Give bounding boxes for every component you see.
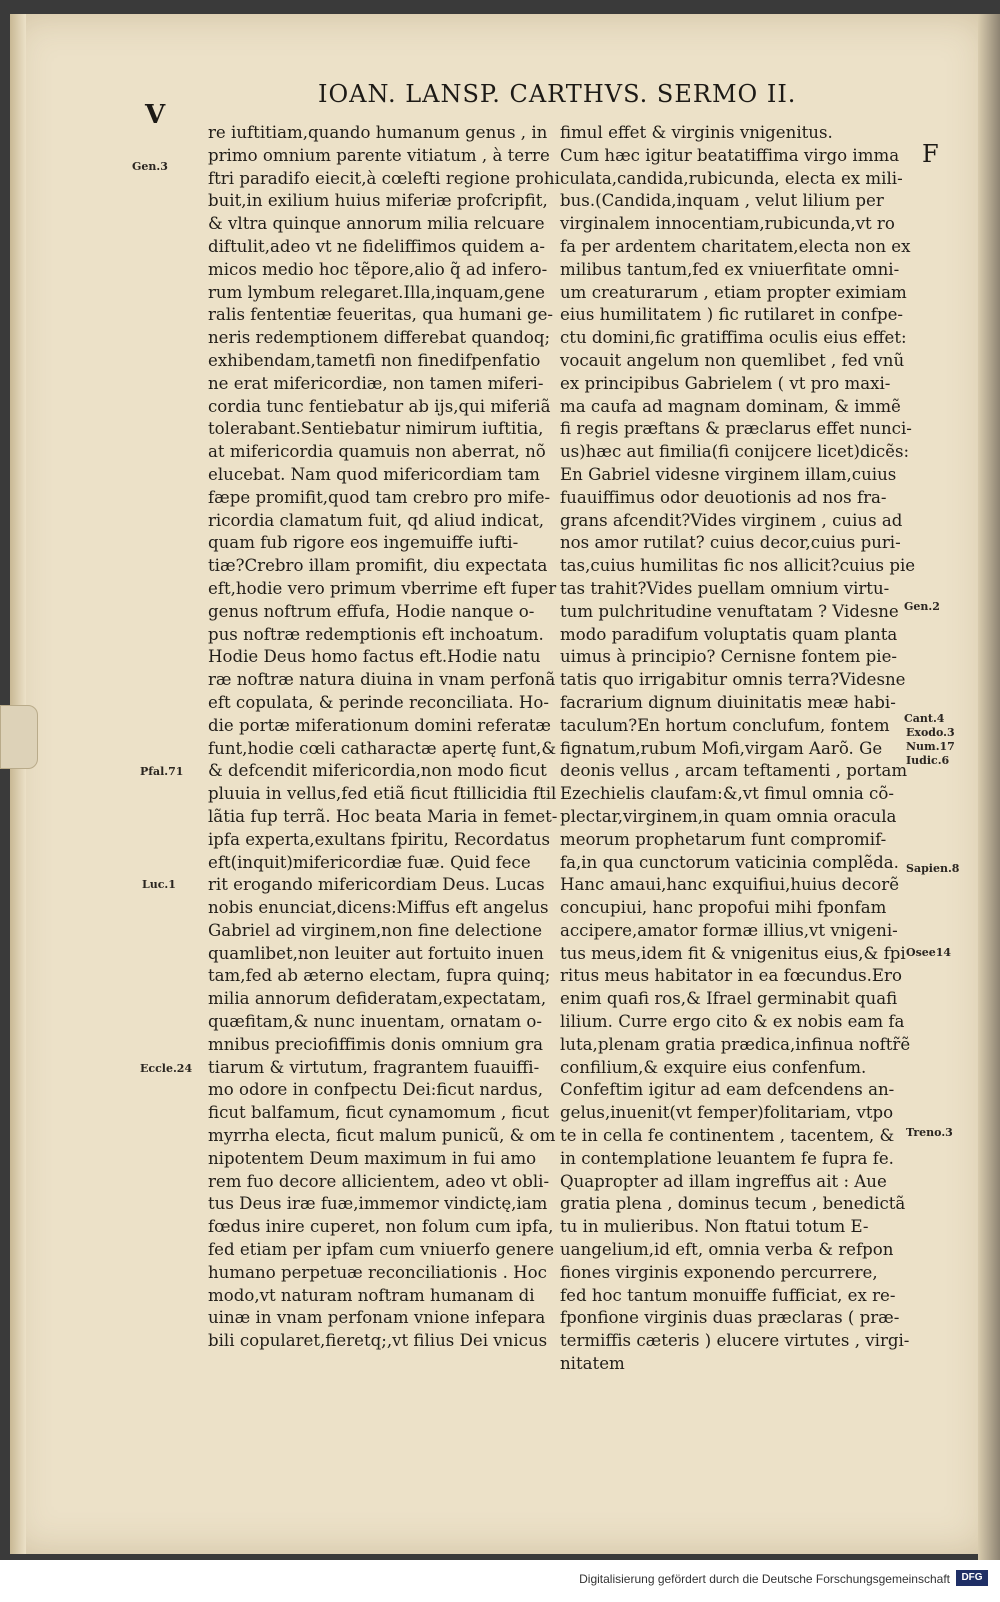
text-line: accipere,amator formæ illius,vt vnigeni- [560, 920, 898, 940]
text-line: us)hæc aut fimilia(fi conijcere licet)dicẽs: [560, 442, 910, 462]
text-line: tus meus,idem fit & vnigenitus eius,& fpi [560, 943, 906, 963]
margin-note-cant: Cant.4 [904, 712, 945, 725]
margin-note-treno: Treno.3 [906, 1126, 953, 1139]
text-line: ricordia clamatum fuit, qd aliud indicat, [208, 510, 545, 530]
text-line: mo odore in confpectu Dei:ficut nardus, [208, 1080, 544, 1100]
text-line: modo paradifum voluptatis quam planta [560, 624, 898, 644]
text-line: quam fub rigore eos ingemuiffe iufti- [208, 533, 519, 553]
text-line: tolerabant.Sentiebatur nimirum iuftitia, [208, 419, 544, 439]
text-line: elucebat. Nam quod mifericordiam tam [208, 464, 540, 484]
text-line: tam,fed ab æterno electam, fupra quinq; [208, 966, 551, 986]
text-line: culata,candida,rubicunda, electa ex mili- [560, 168, 903, 188]
text-line: Confeftim igitur ad eam defcendens an- [560, 1080, 895, 1100]
text-line: tatis quo irrigabitur omnis terra?Videsne [560, 670, 906, 690]
margin-note-exodo: Exodo.3 [906, 726, 955, 739]
signature-mark-left: V [145, 100, 166, 130]
text-line: pluuia in vellus,fed etiã ficut ftillicidia ftil [208, 784, 557, 804]
margin-note-osee: Osee14 [906, 946, 952, 959]
text-line: & vltra quinque annorum milia relcuare [208, 214, 545, 234]
text-line: concupiui, hanc propofui mihi fponfam [560, 898, 887, 918]
text-line: fignatum,rubum Mofi,virgam Aarõ. Ge [560, 738, 883, 758]
text-line: ritus meus habitator in ea fœcundus.Ero [560, 966, 902, 986]
text-line: ne erat mifericordiæ, non tamen miferi- [208, 373, 544, 393]
margin-note-iudic: Iudic.6 [906, 754, 950, 767]
margin-note-num: Num.17 [906, 740, 955, 753]
text-line: & defcendit mifericordia,non modo ficut [208, 761, 547, 781]
text-line: termiffis cæteris ) elucere virtutes , virgi- [560, 1331, 910, 1351]
text-line: fuauiffimus odor deuotionis ad nos fra- [560, 487, 887, 507]
footer-bar [0, 1560, 1000, 1602]
text-line: gratia plena , dominus tecum , benedictã [560, 1194, 906, 1214]
footer-credit: Digitalisierung gefördert durch die Deutsche Forschungsgemeinschaft [579, 1572, 950, 1586]
text-line: ralis fententiæ feueritas, qua humani ge- [208, 305, 554, 325]
text-line: deonis vellus , arcam teftamenti , portam [560, 761, 908, 781]
text-line: fed hoc tantum monuiffe fufficiat, ex re- [560, 1285, 896, 1305]
text-line: ftri paradifo eiecit,à cœlefti regione prohi [208, 168, 560, 188]
text-line: tu in mulieribus. Non ftatui totum E- [560, 1217, 869, 1237]
text-line: meorum prophetarum funt compromif- [560, 829, 887, 849]
text-line: rit erogando mifericordiam Deus. Lucas [208, 875, 545, 895]
text-line: tum pulchritudine venuftatam ? Videsne [560, 601, 899, 621]
text-line: ma caufa ad magnam dominam, & immẽ [560, 396, 901, 416]
text-line: milia annorum defideratam,expectatam, [208, 989, 547, 1009]
text-line: gelus,inuenit(vt femper)folitariam, vtpo [560, 1103, 894, 1123]
text-line: facrarium dignum diuinitatis meæ habi- [560, 692, 896, 712]
text-line: buit,in exilium huius miferiæ profcripfit, [208, 191, 548, 211]
text-line: exhibendam,tametfi non finedifpenfatio [208, 350, 541, 370]
text-line: confilium,& exquire eius confenfum. [560, 1057, 867, 1077]
text-line: modo,vt naturam noftram humanam di [208, 1285, 535, 1305]
text-line: taculum?En hortum conclufum, fontem [560, 715, 890, 735]
text-line: En Gabriel videsne virginem illam,cuius [560, 464, 897, 484]
margin-note-gen3: Gen.3 [132, 160, 168, 173]
text-line: eft copulata, & perinde reconciliata. Ho- [208, 692, 549, 712]
text-line: primo omnium parente vitiatum , à terre [208, 145, 550, 165]
text-line: Hodie Deus homo factus eft.Hodie natu [208, 647, 541, 667]
text-line: genus noftrum effufa, Hodie nanque o- [208, 601, 535, 621]
text-line: rem fuo decore allicientem, adeo vt obli- [208, 1171, 550, 1191]
text-line: ficut balfamum, ficut cynamomum , ficut [208, 1103, 550, 1123]
text-line: fiones virginis exponendo percurrere, [560, 1262, 878, 1282]
text-line: fponfione virginis duas præclaras ( præ- [560, 1308, 900, 1328]
text-line: diftulit,adeo vt ne fideliffimos quidem a- [208, 236, 545, 256]
text-line: pus noftræ redemptionis eft inchoatum. [208, 624, 544, 644]
text-line: bus.(Candida,inquam , velut lilium per [560, 191, 884, 211]
text-line: fa,in qua cunctorum vaticinia complẽda. [560, 852, 899, 872]
text-line: nipotentem Deum maximum in fui amo [208, 1148, 537, 1168]
text-line: humano perpetuæ reconciliationis . Hoc [208, 1262, 547, 1282]
text-line: fœdus inire cuperet, non folum cum ipfa, [208, 1217, 554, 1237]
margin-note-psal: Pfal.71 [140, 765, 184, 778]
text-line: re iuftitiam,quando humanum genus , in [208, 123, 548, 142]
text-line: enim quafi ros,& Ifrael germinabit quafi [560, 989, 898, 1009]
text-line: nos amor rutilat? cuius decor,cuius puri- [560, 533, 901, 553]
text-line: fimul effet & virginis vnigenitus. [560, 123, 833, 142]
text-column-left [208, 122, 560, 1353]
text-line: uimus à principio? Cernisne fontem pie- [560, 647, 898, 667]
text-line: milibus tantum,fed ex vniuerfitate omni- [560, 259, 900, 279]
text-line: Gabriel ad virginem,non fine delectione [208, 920, 543, 940]
text-line: eft,hodie vero primum vberrime eft fuper [208, 578, 557, 598]
text-line: at mifericordia quamuis non aberrat, nõ [208, 442, 546, 462]
running-title: IOAN. LANSP. CARTHVS. SERMO II. [318, 80, 797, 108]
margin-note-sapien: Sapien.8 [906, 862, 960, 875]
text-line: quæfitam,& nunc inuentam, ornatam o- [208, 1012, 542, 1032]
page-edge [978, 14, 1000, 1560]
text-line: rum lymbum relegaret.Illa,inquam,gene [208, 282, 545, 302]
margin-note-gen2: Gen.2 [904, 600, 940, 613]
text-line: grans afcendit?Vides virginem , cuius ad [560, 510, 903, 530]
text-line: myrrha electa, ficut malum punicũ, & om [208, 1126, 556, 1146]
text-line: fæpe promifit,quod tam crebro pro mife- [208, 487, 551, 507]
signature-mark-right: F [922, 140, 939, 168]
text-line: Ezechielis claufam:&,vt fimul omnia cõ- [560, 784, 894, 804]
text-line: lilium. Curre ergo cito & ex nobis eam fa [560, 1012, 905, 1032]
text-line: uinæ in vnam perfonam vnione infepara [208, 1308, 546, 1328]
text-line: ipfa experta,exultans fpiritu, Recordatus [208, 829, 550, 849]
text-line: quamlibet,non leuiter aut fortuito inuen [208, 943, 544, 963]
text-line: Cum hæc igitur beatatiffima virgo imma [560, 145, 900, 165]
text-line: nitatem [560, 1354, 625, 1374]
text-line: eft(inquit)mifericordiæ fuæ. Quid fece [208, 852, 531, 872]
text-line: plectar,virginem,in quam omnia oracula [560, 806, 897, 826]
text-line: tiarum & virtutum, fragrantem fuauiffi- [208, 1057, 540, 1077]
text-line: lãtia fup terrã. Hoc beata Maria in femet- [208, 806, 558, 826]
text-line: mnibus preciofiffimis donis omnium gra [208, 1034, 544, 1054]
text-line: cordia tunc fentiebatur ab ijs,qui miferiã [208, 396, 551, 416]
text-line: Quapropter ad illam ingreffus ait : Aue [560, 1171, 887, 1191]
text-line: ex principibus Gabrielem ( vt pro maxi- [560, 373, 891, 393]
page-gutter [10, 14, 26, 1554]
text-line: nobis enunciat,dicens:Miffus eft angelus [208, 898, 549, 918]
text-line: tas trahit?Vides puellam omnium virtu- [560, 578, 890, 598]
text-line: micos medio hoc tẽpore,alio q̃ ad infero- [208, 259, 548, 279]
text-line: bili copularet,fieretq;,vt filius Dei vnicus [208, 1331, 548, 1351]
text-line: tus Deus iræ fuæ,immemor vindictę,iam [208, 1194, 548, 1214]
text-line: um creaturarum , etiam propter eximiam [560, 282, 907, 302]
dfg-logo: DFG [956, 1570, 988, 1586]
text-column-right [560, 122, 916, 1376]
text-line: ræ noftræ natura diuina in vnam perfonã [208, 670, 556, 690]
text-line: tiæ?Crebro illam promifit, diu expectata [208, 556, 548, 576]
text-line: te in cella fe continentem , tacentem, & [560, 1126, 895, 1146]
text-line: fed etiam per ipfam cum vniuerfo genere [208, 1240, 555, 1260]
text-line: fa per ardentem charitatem,electa non ex [560, 236, 911, 256]
margin-note-eccle: Eccle.24 [140, 1062, 193, 1075]
text-line: virginalem innocentiam,rubicunda,vt ro [560, 214, 895, 234]
margin-note-luc: Luc.1 [142, 878, 176, 891]
text-line: eius humilitatem ) fic rutilaret in confpe- [560, 305, 903, 325]
text-line: fi regis præftans & præclarus effet nunci- [560, 419, 912, 439]
text-line: neris redemptionem differebat quandoq; [208, 328, 551, 348]
text-line: die portæ miferationum domini referatæ [208, 715, 552, 735]
text-line: luta,plenam gratia prædica,infinua noftr̃ẽ [560, 1034, 911, 1054]
text-line: funt,hodie cœli catharactæ apertę funt,& [208, 738, 557, 758]
text-line: ctu domini,fic gratiffima oculis eius effet: [560, 328, 907, 348]
text-line: in contemplatione leuantem fe fupra fe. [560, 1148, 894, 1168]
text-line: Hanc amaui,hanc exquifiui,huius decorẽ [560, 875, 900, 895]
text-line: tas,cuius humilitas fic nos allicit?cuius pie [560, 556, 916, 576]
paper-tab [0, 705, 38, 769]
text-line: vocauit angelum non quemlibet , fed vnũ [560, 350, 905, 370]
text-line: uangelium,id eft, omnia verba & refpon [560, 1240, 894, 1260]
